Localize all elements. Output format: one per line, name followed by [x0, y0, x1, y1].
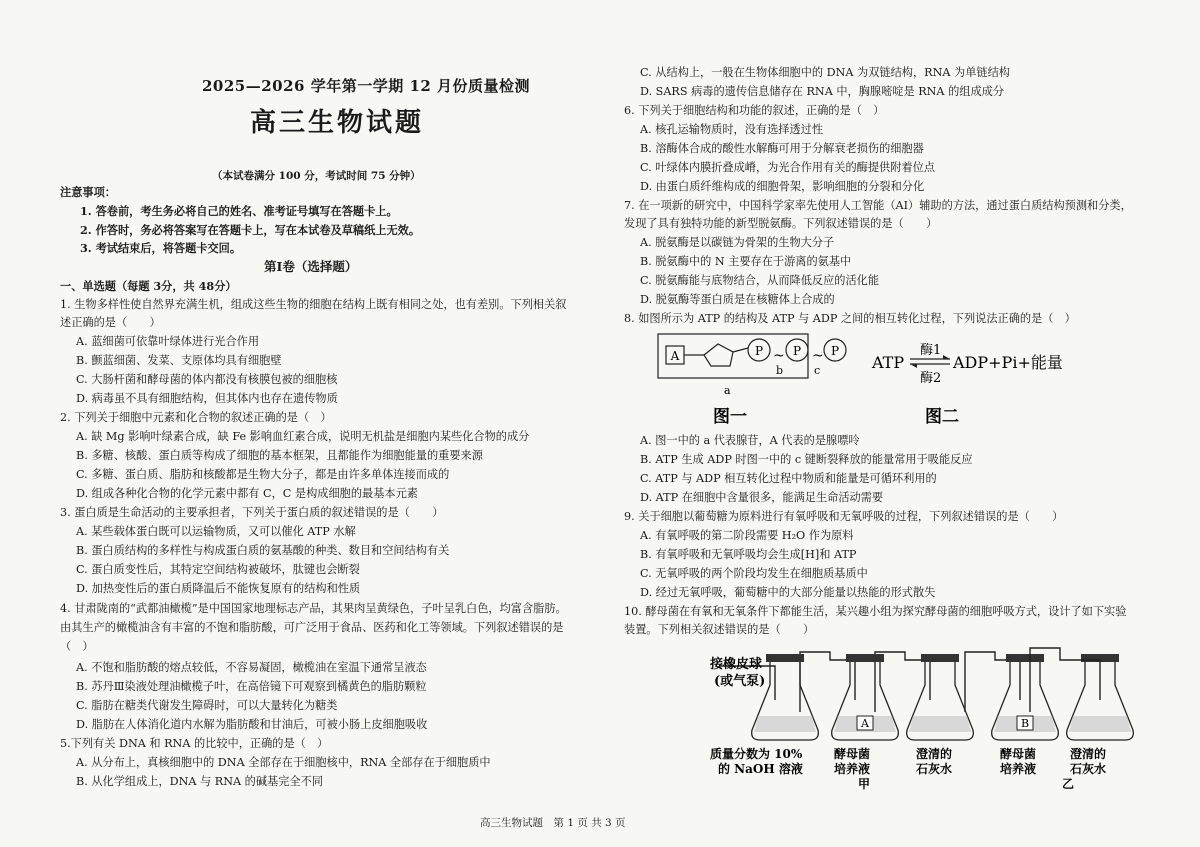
- atp-label: ATP: [872, 353, 905, 372]
- option: C. 蛋白质变性后，其特定空间结构被破坏，肽键也会断裂: [76, 563, 360, 576]
- flask-limewater-1: [907, 654, 974, 740]
- option: B. 从化学组成上，DNA 与 RNA 的碱基完全不同: [76, 775, 323, 788]
- phosphate-label: P: [830, 344, 840, 358]
- yeast-label-1: 酵母菌: [834, 747, 871, 761]
- option: C. 大肠杆菌和酵母菌的体内都没有核膜包被的细胞核: [76, 373, 338, 386]
- section-title: 一、单选题（每题 3分，共 48分）: [60, 279, 237, 293]
- option: C. 脱氨酶能与底物结合，从而降低反应的活化能: [640, 274, 880, 287]
- option: B. 苏丹Ⅲ染液处理油橄榄子叶，在高倍镜下可观察到橘黄色的脂肪颗粒: [76, 680, 427, 693]
- option: D. 组成各种化合物的化学元素中都有 C，C 是构成细胞的最基本元素: [76, 487, 418, 500]
- option: D. 脱氨酶等蛋白质是在核糖体上合成的: [640, 293, 835, 306]
- air-pump-label: (或气泵): [714, 674, 766, 689]
- products-label: ADP+Pi+能量: [953, 353, 1063, 372]
- adenosine-box: [658, 334, 808, 378]
- note-item: 1. 答卷前，考生务必将自己的姓名、准考证号填写在答题卡上。: [80, 204, 398, 218]
- yeast-label-1: 酵母菌: [1000, 747, 1037, 761]
- flask-yeast-a: [832, 654, 899, 740]
- option: A. 核孔运输物质时，没有选择透过性: [640, 123, 824, 136]
- bond-c-label: c: [814, 364, 821, 377]
- question-stem: 述正确的是（ ）: [60, 316, 161, 329]
- naoh-label-1: 质量分数为 10%: [710, 747, 803, 761]
- setup-jia-label: 甲: [858, 777, 871, 790]
- option: C. 无氧呼吸的两个阶段均发生在细胞质基质中: [640, 567, 868, 580]
- option: C. 叶绿体内膜折叠成嵴，为光合作用有关的酶提供附着位点: [640, 161, 935, 174]
- option: D. 由蛋白质纤维构成的细胞骨架，影响细胞的分裂和分化: [640, 180, 925, 193]
- question-stem: 6. 下列关于细胞结构和功能的叙述，正确的是（ ）: [624, 104, 885, 117]
- option: B. 脱氨酶中的 N 主要存在于游离的氨基中: [640, 255, 852, 268]
- option: C. 从结构上，一般在生物体细胞中的 DNA 为双链结构，RNA 为单链结构: [640, 66, 1010, 79]
- option: C. ATP 与 ADP 相互转化过程中物质和能量是可循环利用的: [640, 472, 937, 485]
- phosphate-label: P: [792, 344, 802, 358]
- question-stem: 2. 下列关于细胞中元素和化合物的叙述正确的是（ ）: [60, 411, 332, 424]
- high-energy-bond: ~: [812, 348, 824, 364]
- part1-title: 第Ⅰ卷（选择题）: [264, 259, 358, 274]
- option: D. 病毒虽不具有细胞结构，但其体内也存在遗传物质: [76, 392, 338, 405]
- option: A. 图一中的 a 代表腺苷，A 代表的是腺嘌呤: [640, 434, 860, 447]
- question-stem: 3. 蛋白质是生命活动的主要承担者，下列关于蛋白质的叙述错误的是（ ）: [60, 506, 444, 519]
- flask-yeast-b: [992, 654, 1059, 740]
- option: D. SARS 病毒的遗传信息储存在 RNA 中，胸腺嘧啶是 RNA 的组成成分: [640, 85, 1005, 98]
- question-stem: 9. 关于细胞以葡萄糖为原料进行有氧呼吸和无氧呼吸的过程，下列叙述错误的是（ ）: [624, 510, 1064, 523]
- atp-structure-diagram: [658, 334, 846, 427]
- option: A. 从分布上，真核细胞中的 DNA 全部存在于细胞核中，RNA 全部存在于细胞质中: [76, 756, 491, 769]
- naoh-label-2: 的 NaOH 溶液: [718, 762, 803, 776]
- bond-b-label: b: [776, 364, 784, 377]
- setup-yi-label: 乙: [1062, 777, 1075, 790]
- option: A. 有氧呼吸的第二阶段需要 H₂O 作为原料: [640, 529, 854, 542]
- enzyme2-label: 酶2: [920, 371, 942, 386]
- option: B. 多糖、核酸、蛋白质等构成了细胞的基本框架，且都能作为细胞能量的重要来源: [76, 449, 483, 462]
- option: C. 多糖、蛋白质、脂肪和核酸都是生物大分子，都是由许多单体连接而成的: [76, 468, 450, 481]
- option: B. 蛋白质结构的多样性与构成蛋白质的氨基酸的种类、数目和空间结构有关: [76, 544, 450, 557]
- question-stem: （ ）: [60, 640, 94, 653]
- question-stem: 4. 甘肃陇南的“武都油橄榄”是中国国家地理标志产品，其果肉呈黄绿色，子叶呈乳白色，均富含脂肪。: [60, 602, 567, 615]
- option: A. 不饱和脂肪酸的熔点较低，不容易凝固，橄榄油在室温下通常呈液态: [76, 661, 427, 674]
- high-energy-bond: ~: [773, 348, 785, 364]
- limewater-label-1: 澄清的: [916, 747, 953, 761]
- option: B. ATP 生成 ADP 时图一中的 c 键断裂释放的能量常用于吸能反应: [640, 453, 973, 466]
- limewater-label-2: 石灰水: [916, 762, 953, 776]
- figure1-caption: 图一: [713, 407, 747, 427]
- phosphate-label: P: [754, 344, 764, 358]
- subject-title: 高三生物试题: [250, 108, 425, 138]
- question-stem: 10. 酵母菌在有氧和无氧条件下都能生活，某兴趣小组为探究酵母菌的细胞呼吸方式，设计了如下实验: [624, 605, 1127, 618]
- option: A. 蓝细菌可依靠叶绿体进行光合作用: [76, 335, 260, 348]
- option: A. 缺 Mg 影响叶绿素合成，缺 Fe 影响血红素合成，说明无机盐是细胞内某些化合物的成分: [76, 430, 530, 443]
- question-stem: 7. 在一项新的研究中，中国科学家率先使用人工智能（AI）辅助的方法，通过蛋白质结构预测和分类，: [624, 199, 1132, 212]
- limewater-label-1: 澄清的: [1070, 747, 1107, 761]
- ribose-pentagon: [704, 344, 733, 366]
- enzyme1-label: 酶1: [920, 343, 942, 358]
- question-stem: 由其生产的橄榄油含有丰富的不饱和脂肪酸，可广泛用于食品、医药和化工等领域。下列叙述错误的是: [60, 621, 564, 634]
- page-footer: 高三生物试题 第 1 页 共 3 页: [480, 817, 626, 829]
- option: D. 经过无氧呼吸，葡萄糖中的大部分能量以热能的形式散失: [640, 586, 936, 599]
- option: D. 加热变性后的蛋白质降温后不能恢复原有的结构和性质: [76, 582, 361, 595]
- yeast-label-2: 培养液: [834, 762, 871, 776]
- yeast-respiration-apparatus: [710, 640, 1150, 790]
- flask-a-label: A: [861, 717, 869, 730]
- question-stem: 1. 生物多样性使自然界充满生机，组成这些生物的细胞在结构上既有相同之处，也有差别。下列相关叙: [60, 298, 567, 311]
- figure2-caption: 图二: [925, 407, 959, 427]
- limewater-label-2: 石灰水: [1070, 762, 1107, 776]
- atp-adp-conversion-diagram: [871, 343, 1063, 427]
- adenine-label: A: [670, 349, 680, 363]
- option: B. 颤蓝细菌、发菜、支原体均具有细胞壁: [76, 354, 282, 367]
- question-stem: 装置。下列相关叙述错误的是（ ）: [624, 623, 815, 636]
- option: A. 某些载体蛋白既可以运输物质，又可以催化 ATP 水解: [76, 525, 356, 538]
- atp-figure: [620, 326, 1160, 430]
- notes-heading: 注意事项：: [60, 185, 116, 199]
- bracket-a-label: a: [724, 384, 731, 397]
- option: B. 有氧呼吸和无氧呼吸均会生成[H]和 ATP: [640, 548, 857, 561]
- exam-title: 2025—2026 学年第一学期 12 月份质量检测: [202, 77, 531, 95]
- note-item: 2. 作答时，务必将答案写在答题卡上，写在本试卷及草稿纸上无效。: [80, 223, 421, 237]
- option: C. 脂肪在糖类代谢发生障碍时，可以大量转化为糖类: [76, 699, 338, 712]
- rubber-ball-label: 接橡皮球: [710, 657, 763, 672]
- option: A. 脱氨酶是以碳链为骨架的生物大分子: [640, 236, 835, 249]
- question-stem: 8. 如图所示为 ATP 的结构及 ATP 与 ADP 之间的相互转化过程，下列说法正确的是（ ）: [624, 312, 1076, 325]
- option: B. 溶酶体合成的酸性水解酶可用于分解衰老损伤的细胞器: [640, 142, 924, 155]
- question-stem: 5.下列有关 DNA 和 RNA 的比较中，正确的是（ ）: [60, 737, 329, 750]
- yeast-label-2: 培养液: [1000, 762, 1037, 776]
- flask-b-label: B: [1020, 717, 1030, 730]
- option: D. 脂肪在人体消化道内水解为脂肪酸和甘油后，可被小肠上皮细胞吸收: [76, 718, 428, 731]
- note-item: 3. 考试结束后，将答题卡交回。: [80, 241, 242, 255]
- exam-info: （本试卷满分 100 分，考试时间 75 分钟）: [212, 170, 421, 182]
- question-stem: 发现了具有独特功能的新型脱氨酶。下列叙述错误的是（ ）: [624, 217, 938, 230]
- option: D. ATP 在细胞中含量很多，能满足生命活动需要: [640, 491, 884, 504]
